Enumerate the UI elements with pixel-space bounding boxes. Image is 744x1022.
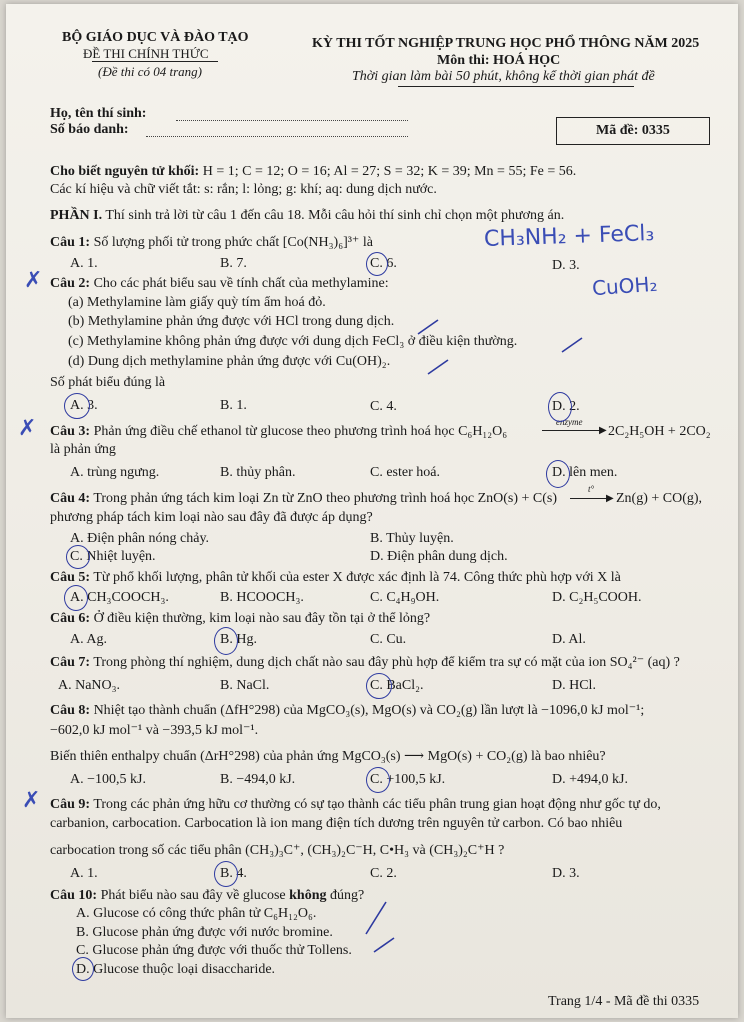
candidate-name-field[interactable] <box>176 120 408 121</box>
q3-arrow-head: ▶ <box>599 425 607 436</box>
check-mark-icon <box>364 900 388 936</box>
atomic-mass-line: Cho biết nguyên tử khối: H = 1; C = 12; O = 16; Al = 27; S = 32; K = 39; Mn = 55; Fe = 56. <box>50 164 577 179</box>
answer-circle-icon <box>548 392 572 422</box>
q6-option-c[interactable]: C. Cu. <box>370 632 407 647</box>
page-footer: Trang 1/4 - Mã đề thi 0335 <box>548 994 700 1009</box>
candidate-name-label: Họ, tên thí sinh: <box>50 106 147 121</box>
q8-option-d[interactable]: D. +494,0 kJ. <box>552 772 628 787</box>
candidate-id-label: Số báo danh: <box>50 122 129 137</box>
q3-option-a[interactable]: A. trùng ngưng. <box>70 465 160 480</box>
q4-products: Zn(g) + CO(g), <box>616 491 703 506</box>
answer-circle-icon <box>64 585 88 611</box>
question-3: Câu 3: Phản ứng điều chế ethanol từ glucose theo phương trình hoá học C₆H₁₂O₆ <box>50 424 508 439</box>
answer-circle-icon <box>366 252 388 276</box>
q9-species-line: carbocation trong số các tiểu phân (CH₃)₃C⁺, (CH₃)₂C⁻H, C•H₃ và (CH₃)₂C⁺H ? <box>50 843 505 858</box>
title-divider <box>398 86 634 87</box>
question-6: Câu 6: Ở điều kiện thường, kim loại nào sau đây tồn tại ở thể lỏng? <box>50 611 431 626</box>
answer-circle-icon <box>64 393 90 419</box>
q6-option-d[interactable]: D. Al. <box>552 632 586 647</box>
page-count-note: (Đề thi có 04 trang) <box>98 64 202 79</box>
answer-circle-icon <box>214 861 238 887</box>
q3-option-b[interactable]: B. thủy phân. <box>220 465 296 480</box>
q1-option-b[interactable]: B. 7. <box>220 256 247 271</box>
subject-label: Môn thi: HOÁ HỌC <box>437 53 561 68</box>
q9-option-b[interactable]: B. 4. <box>220 866 247 881</box>
q2-statement-a: (a) Methylamine làm giấy quỳ tím ẩm hoá đỏ. <box>68 295 326 310</box>
header-divider <box>92 61 218 62</box>
q2-statement-b: (b) Methylamine phản ứng được với HCl trong dung dịch. <box>68 314 395 329</box>
time-label: Thời gian làm bài 50 phút, không kể thời gian phát đề <box>352 69 655 84</box>
q8-option-b[interactable]: B. −494,0 kJ. <box>220 772 296 787</box>
q9-option-d[interactable]: D. 3. <box>552 866 580 881</box>
q1-option-a[interactable]: A. 1. <box>70 256 98 271</box>
handwritten-note-cuoh: CuOH₂ <box>591 271 659 301</box>
q7-option-a[interactable]: A. NaNO₃. <box>58 678 121 693</box>
question-7: Câu 7: Trong phòng thí nghiệm, dung dịch chất nào sau đây phù hợp để kiểm tra sự có mặt của ion SO₄²⁻ (aq) ? <box>50 655 680 670</box>
part-one-heading: PHẦN I. Thí sinh trả lời từ câu 1 đến câu 18. Mỗi câu hỏi thí sinh chỉ chọn một phương án. <box>50 208 565 223</box>
question-2: Câu 2: Cho các phát biểu sau về tính chất của methylamine: <box>50 276 389 291</box>
question-4: Câu 4: Trong phản ứng tách kim loại Zn từ ZnO theo phương trình hoá học ZnO(s) + C(s) <box>50 491 558 506</box>
q3-products: 2C₂H₅OH + 2CO₂ <box>608 424 711 439</box>
q1-option-d[interactable]: D. 3. <box>552 258 580 273</box>
exam-code-box: Mã đề: 0335 <box>556 117 710 145</box>
answer-circle-icon <box>366 767 390 793</box>
q2-statement-d: (d) Dung dịch methylamine phản ứng được với Cu(OH)₂. <box>68 354 391 369</box>
answer-circle-icon <box>214 627 238 655</box>
answer-circle-icon <box>546 460 570 488</box>
q1-option-c[interactable]: C. 6. <box>370 256 397 271</box>
q7-option-d[interactable]: D. HCl. <box>552 678 596 693</box>
q8-option-a[interactable]: A. −100,5 kJ. <box>70 772 146 787</box>
q10-option-d[interactable]: D. Glucose thuộc loại disaccharide. <box>76 962 276 977</box>
question-8: Câu 8: Nhiệt tạo thành chuẩn (ΔfH°298) của MgCO₃(s), MgO(s) và CO₂(g) lần lượt là −1096,0 kJ mol⁻¹; <box>50 703 645 718</box>
abbreviation-line: Các kí hiệu và chữ viết tắt: s: rắn; l: lỏng; g: khí; aq: dung dịch nước. <box>50 182 437 197</box>
q6-option-b[interactable]: B. Hg. <box>220 632 257 647</box>
question-5: Câu 5: Từ phổ khối lượng, phân tử khối của ester X được xác định là 74. Công thức phù hợp với X là <box>50 570 621 585</box>
q4-arrow-label: t° <box>588 484 595 494</box>
q8-option-c[interactable]: C. +100,5 kJ. <box>370 772 446 787</box>
q8-continuation: −602,0 kJ mol⁻¹ và −393,5 kJ mol⁻¹. <box>50 723 259 738</box>
check-mark-icon <box>416 318 440 336</box>
q10-option-b[interactable]: B. Glucose phản ứng được với nước bromine. <box>76 925 333 940</box>
q3-continuation: là phản ứng <box>50 442 116 457</box>
check-mark-icon <box>426 358 450 376</box>
q10-option-c[interactable]: C. Glucose phản ứng được với thuốc thử Tollens. <box>76 943 352 958</box>
q2-option-c[interactable]: C. 4. <box>370 399 397 414</box>
q5-option-c[interactable]: C. C₄H₉OH. <box>370 590 440 605</box>
answer-circle-icon <box>72 957 94 981</box>
q4-continuation: phương pháp tách kim loại nào sau đây đã được áp dụng? <box>50 510 373 525</box>
q2-prompt: Số phát biểu đúng là <box>50 375 166 390</box>
q2-statement-c: (c) Methylamine không phản ứng được với dung dịch FeCl₃ ở điều kiện thường. <box>68 334 518 349</box>
question-1: Câu 1: Số lượng phối tử trong phức chất [Co(NH₃)₆]³⁺ là <box>50 235 373 250</box>
q9-option-a[interactable]: A. 1. <box>70 866 98 881</box>
q4-option-c[interactable]: C. Nhiệt luyện. <box>70 549 156 564</box>
q7-option-c[interactable]: C. BaCl₂. <box>370 678 424 693</box>
q3-option-c[interactable]: C. ester hoá. <box>370 465 440 480</box>
ministry-name: BỘ GIÁO DỤC VÀ ĐÀO TẠO <box>62 30 249 45</box>
answer-circle-icon <box>366 673 392 699</box>
q5-option-d[interactable]: D. C₂H₅COOH. <box>552 590 642 605</box>
q3-reaction-arrow <box>542 430 604 431</box>
question-9: Câu 9: Trong các phản ứng hữu cơ thường có sự tạo thành các tiểu phân trung gian hoạt động như gốc tự do, <box>50 797 661 812</box>
cross-mark-icon: ✗ <box>18 416 37 441</box>
q5-option-a[interactable]: A. CH₃COOCH₃. <box>70 590 169 605</box>
q4-option-d[interactable]: D. Điện phân dung dịch. <box>370 549 508 564</box>
handwritten-note-formula: CH₃NH₂ + FeCl₃ <box>483 221 655 252</box>
q8-prompt: Biến thiên enthalpy chuẩn (ΔrH°298) của phản ứng MgCO₃(s) ⟶ MgO(s) + CO₂(g) là bao nhiêu? <box>50 749 606 764</box>
q6-option-a[interactable]: A. Ag. <box>70 632 107 647</box>
q4-option-b[interactable]: B. Thủy luyện. <box>370 531 454 546</box>
q3-arrow-label: enzyme <box>556 417 583 427</box>
cross-mark-icon: ✗ <box>22 788 41 813</box>
q3-option-d[interactable]: D. lên men. <box>552 465 618 480</box>
exam-title: KỲ THI TỐT NGHIỆP TRUNG HỌC PHỔ THÔNG NĂM 2025 <box>312 36 700 51</box>
check-mark-icon <box>372 936 396 954</box>
q9-continuation: carbanion, carbocation. Carbocation là ion mang điện tích dương trên nguyên tử carbon. Có bao nhiêu <box>50 816 623 831</box>
q9-option-c[interactable]: C. 2. <box>370 866 397 881</box>
q2-option-a[interactable]: A. 3. <box>70 398 98 413</box>
q10-option-a[interactable]: A. Glucose có công thức phân tử C₆H₁₂O₆. <box>76 906 317 921</box>
q4-option-a[interactable]: A. Điện phân nóng chảy. <box>70 531 210 546</box>
q5-option-b[interactable]: B. HCOOCH₃. <box>220 590 304 605</box>
check-mark-icon <box>560 336 584 354</box>
question-10: Câu 10: Phát biểu nào sau đây về glucose không đúng? <box>50 888 365 903</box>
answer-circle-icon <box>66 545 90 569</box>
q4-arrow-head: ▶ <box>606 493 614 504</box>
official-exam-label: ĐỀ THI CHÍNH THỨC <box>83 46 209 61</box>
q2-option-d[interactable]: D. 2. <box>552 399 580 414</box>
candidate-id-field[interactable] <box>146 136 408 137</box>
q7-option-b[interactable]: B. NaCl. <box>220 678 270 693</box>
q2-option-b[interactable]: B. 1. <box>220 398 247 413</box>
cross-mark-icon: ✗ <box>24 268 43 293</box>
